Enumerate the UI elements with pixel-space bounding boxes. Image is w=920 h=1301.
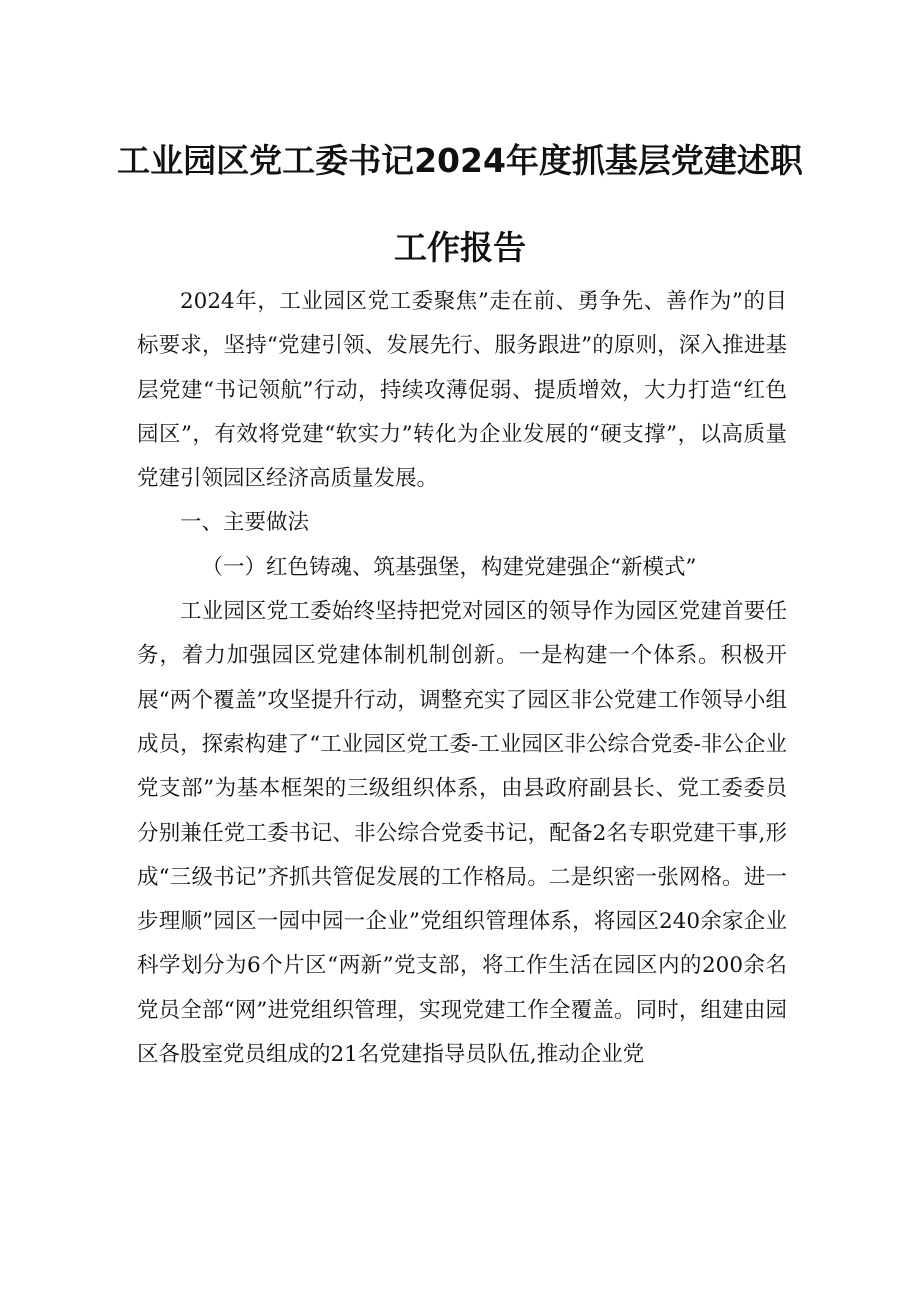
document-title-line-2: 工作报告 [394, 228, 526, 267]
subsection-heading: （一）红色铸魂、筑基强堡，构建党建强企“新模式” [201, 554, 697, 580]
section-heading: 一、主要做法 [180, 510, 310, 536]
document-body [137, 280, 787, 1077]
body-paragraph: 工业园区党工委始终坚持把党对园区的领导作为园区党建首要任务，着力加强园区党建体制机制创新。一是构建一个体系。积极开展“两个覆盖”攻坚提升行动，调整充实了园区非公党建工作领导小组成员，探索构建了“工业园区党工委-工业园区非公综合党委-非公企业党支部”为基本框架的三级组织体系，由县政府副县长、党工委委员分别兼任党工委书记、非公综合党委书记，配备2名专职党建干事,形成“三级书记”齐抓共管促发展的工作格局。二是织密一张网格。进一步理顺”园区一园中园一企业”党组织管理体系，将园区240余家企业科学划分为6个片区“两新”党支部，将工作生活在园区内的200余名党员全部“网”进党组织管理，实现党建工作全覆盖。同时，组建由园区各股室党员组成的21名党建指导员队伍,推动企业党 [137, 599, 787, 1068]
intro-paragraph: 2024年，工业园区党工委聚焦”走在前、勇争先、善作为”的目标要求，坚持“党建引领、发展先行、服务跟进”的原则，深入推进基层党建“书记领航”行动，持续攻薄促弱、提质增效，大力打造“红色园区”，有效将党建“软实力”转化为企业发展的“硬支撑”，以高质量党建引领园区经济高质量发展。 [137, 289, 787, 492]
document-title-line-1: 工业园区党工委书记2024年度抓基层党建述职 [117, 141, 803, 180]
